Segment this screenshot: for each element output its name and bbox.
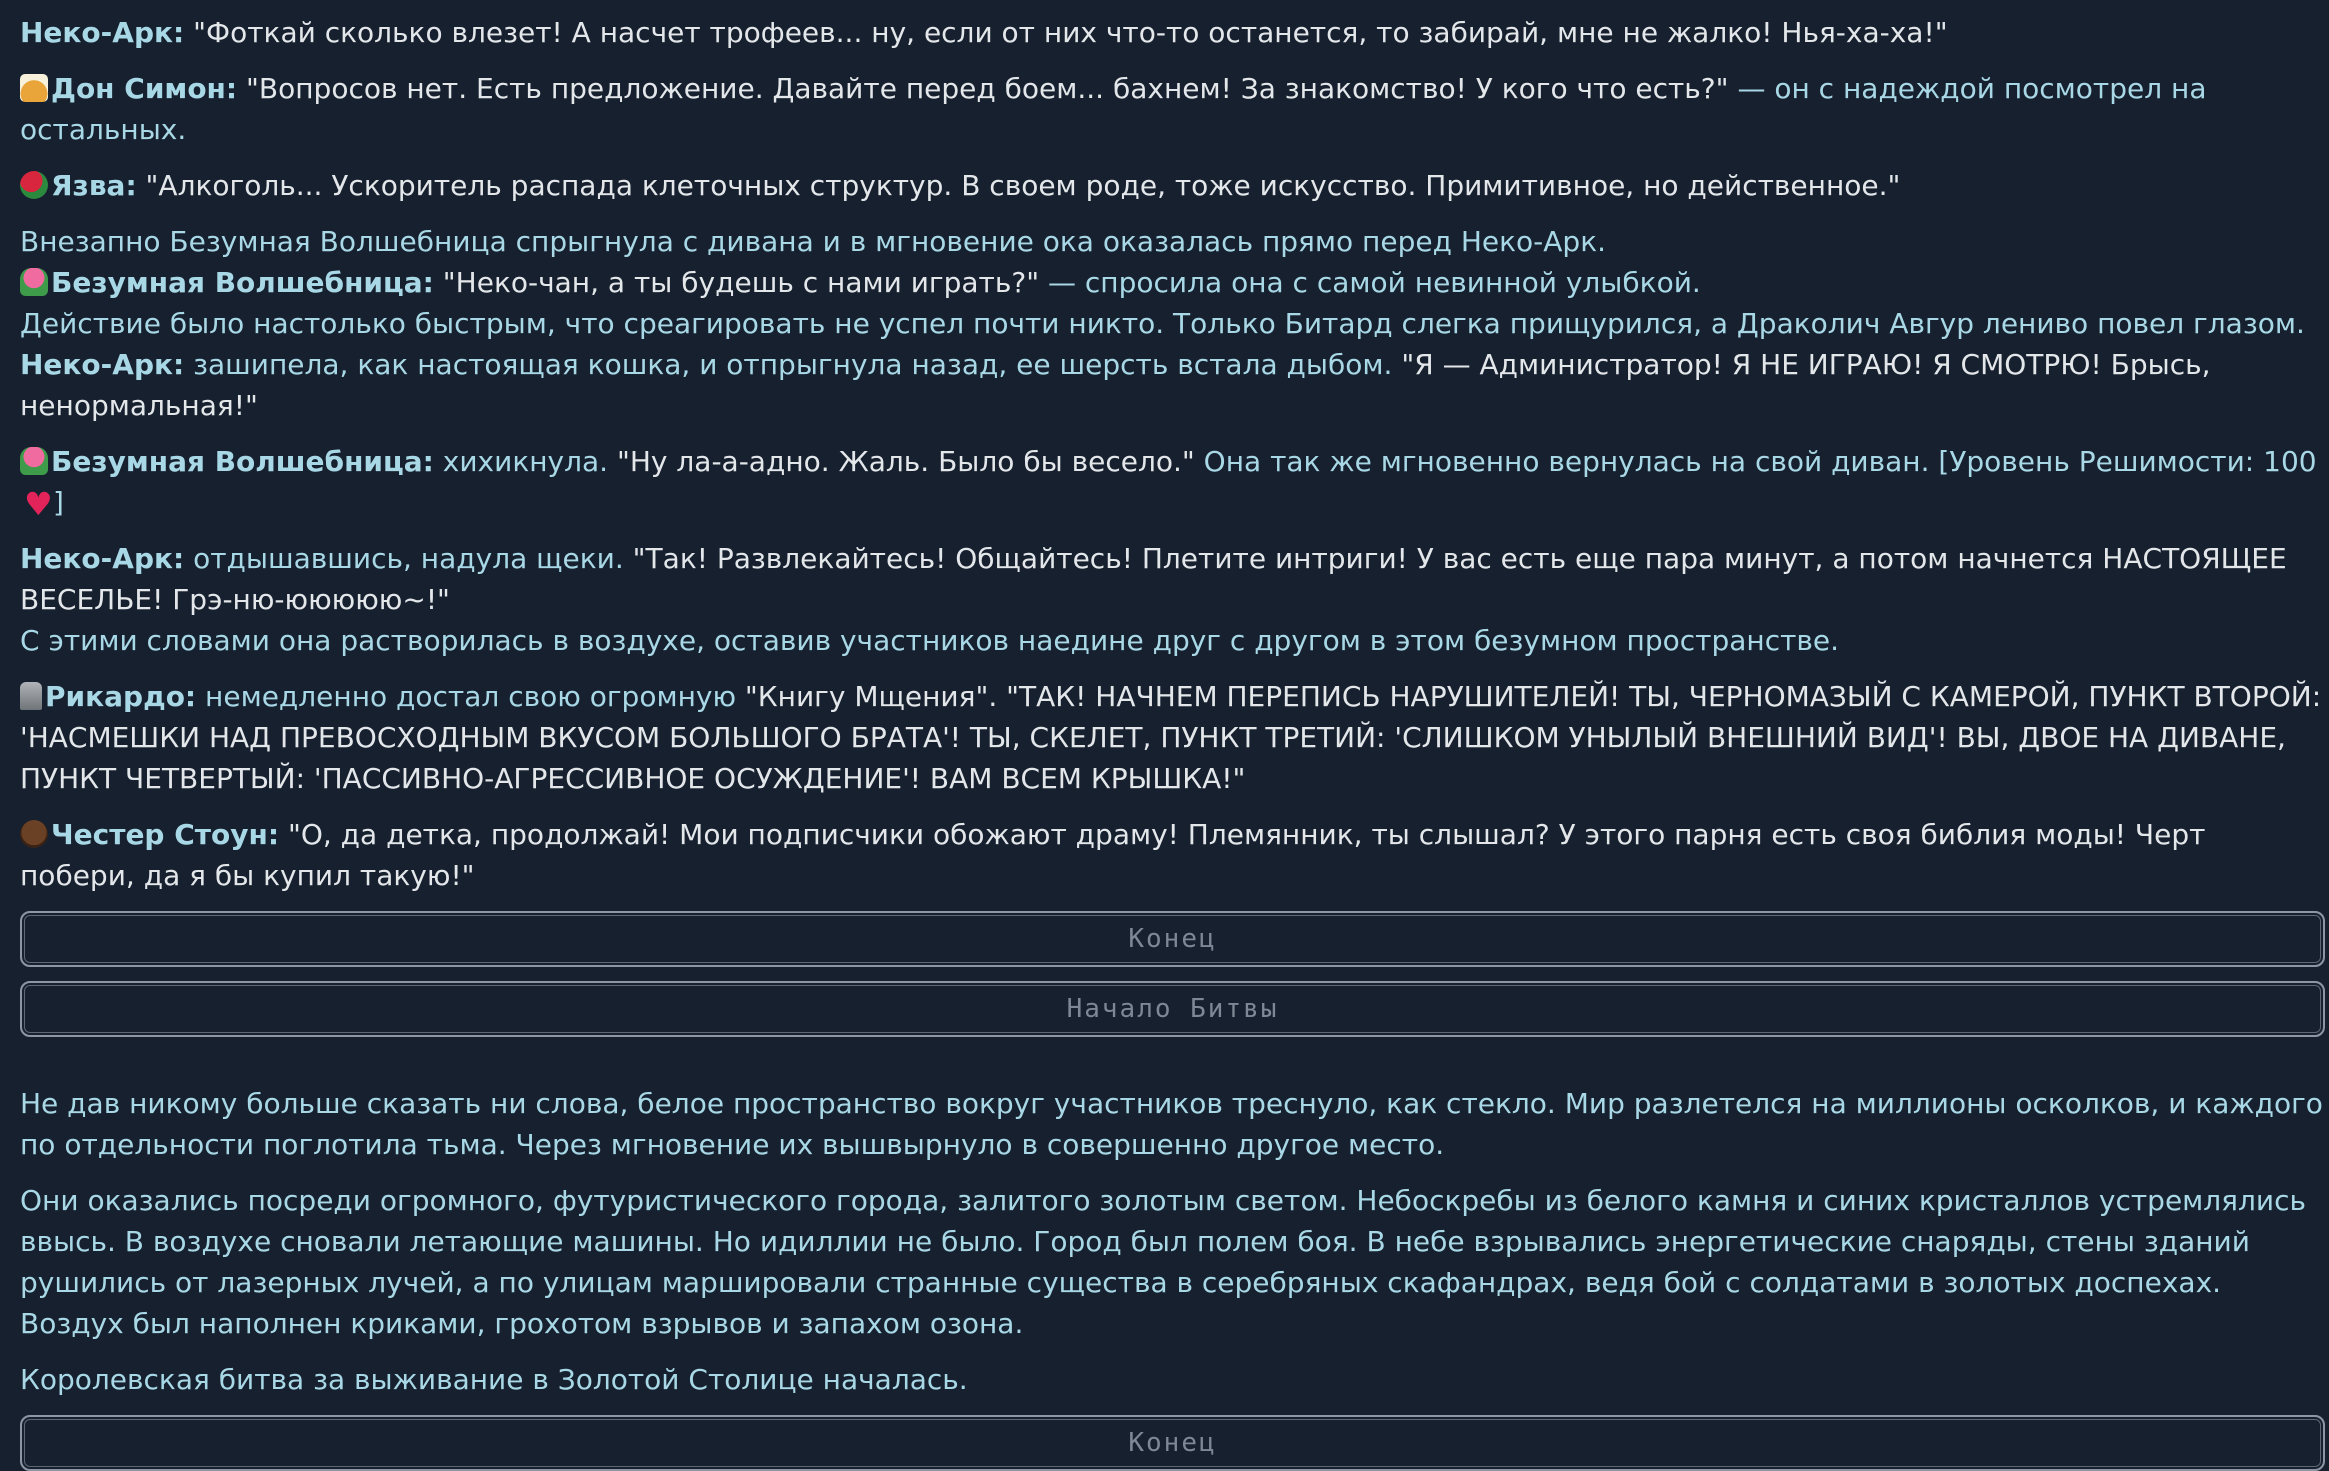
message-narration: немедленно достал свою огромную: [196, 680, 745, 713]
message-quote: "Так! Развлекайтесь! Общайтесь! Плетите интриги! У вас есть еще пара минут, а потом начнется НАСТОЯЩЕЕ ВЕСЕЛЬЕ! Грэ-ню-ююююю~!": [20, 542, 2287, 616]
broken-heart-icon: [24, 492, 50, 516]
message-quote: "Я — Администратор! Я НЕ ИГРАЮ! Я СМОТРЮ! Брысь, ненормальная!": [20, 348, 2211, 422]
message-narration: — спросила она с самой невинной улыбкой.: [1039, 266, 1701, 299]
message-don-simon: [20, 68, 2325, 150]
narration-text: Королевская битва за выживание в Золотой Столице началась.: [20, 1363, 968, 1396]
message-quote: "Ну ла-а-адно. Жаль. Было бы весело.": [616, 445, 1195, 478]
moai-icon: [20, 682, 42, 710]
end-button-2[interactable]: Конец: [20, 1415, 2325, 1471]
message-quote: "Неко-чан, а ты будешь с нами играть?": [442, 266, 1040, 299]
speaker-name: Рикардо:: [45, 680, 197, 713]
message-narration: — он с надеждой посмотрел на остальных.: [20, 72, 2207, 146]
message-narration: отдышавшись, надула щеки.: [184, 542, 633, 575]
battle-start-button[interactable]: Начало Битвы: [20, 981, 2325, 1037]
message-quote: "Книгу Мщения". "ТАК! НАЧНЕМ ПЕРЕПИСЬ НАРУШИТЕЛЕЙ! ТЫ, ЧЕРНОМАЗЫЙ С КАМЕРОЙ, ПУНКТ ВТОРОЙ: 'НАСМЕШКИ НАД ПРЕВОСХОДНЫМ ВКУСОМ БОЛЬШОГО БРАТА'! ТЫ, СКЕЛЕТ, ПУНКТ ТРЕТИЙ: 'СЛИШКОМ УНЫЛЫЙ ВНЕШНИЙ ВИД'! ВЫ, ДВОЕ НА ДИВАНЕ, ПУНКТ ЧЕТВЕРТЫЙ: 'ПАССИВНО-АГРЕССИВНОЕ ОСУЖДЕНИЕ'! ВАМ ВСЕМ КРЫШКА!": [20, 680, 2322, 795]
message-narration: Она так же мгновенно вернулась на свой диван. [Уровень Решимости: 100: [1194, 445, 2317, 478]
end-button[interactable]: Конец: [20, 911, 2325, 967]
message-yazva: [20, 165, 2325, 206]
narration-block: [20, 221, 2325, 426]
message-ricardo: [20, 676, 2325, 799]
face-icon: [20, 820, 48, 848]
narration-text: Внезапно Безумная Волшебница спрыгнула с дивана и в мгновение ока оказалась прямо перед Неко-Арк.: [20, 225, 1607, 258]
speaker-name: Безумная Волшебница:: [51, 266, 434, 299]
narration-block-3: [20, 1180, 2325, 1344]
beer-icon: [20, 74, 48, 102]
rose-icon: [20, 171, 48, 199]
chat-log: [20, 12, 2325, 1471]
message-quote: "Алкоголь... Ускоритель распада клеточных структур. В своем роде, тоже искусство. Примитивное, но действенное.": [145, 169, 1901, 202]
narration-text: Не дав никому больше сказать ни слова, белое пространство вокруг участников треснуло, как стекло. Мир разлетелся на миллионы осколков, и каждого по отдельности поглотила тьма. Через мгновение их вышвырнуло в совершенно другое место.: [20, 1087, 2323, 1161]
narration-block-4: [20, 1359, 2325, 1400]
speaker-name: Неко-Арк:: [20, 542, 185, 575]
message-mad-mage: [20, 441, 2325, 523]
speaker-name: Язва:: [51, 169, 137, 202]
tulip-icon: [20, 447, 48, 475]
message-narration-end: ]: [53, 486, 64, 519]
speaker-name: Дон Симон:: [51, 72, 238, 105]
narration-text: Они оказались посреди огромного, футуристического города, залитого золотым светом. Небоскребы из белого камня и синих кристаллов устремлялись ввысь. В воздухе сновали летающие машины. Но идиллии не было. Город был полем боя. В небе взрывались энергетические снаряды, стены зданий рушились от лазерных лучей, а по улицам маршировали странные существа в серебряных скафандрах, ведя бой с солдатами в золотых доспехах. Воздух был наполнен криками, грохотом взрывов и запахом озона.: [20, 1184, 2307, 1340]
speaker-name: Безумная Волшебница:: [51, 445, 434, 478]
message-narration: хихикнула.: [433, 445, 617, 478]
message-quote: "Фоткай сколько влезет! А насчет трофеев... ну, если от них что-то останется, то забирай, мне не жалко! Нья-ха-ха!": [193, 16, 1948, 49]
narration-text: Действие было настолько быстрым, что среагировать не успел почти никто. Только Битард слегка прищурился, а Драколич Авгур лениво повел глазом.: [20, 307, 2305, 340]
message-quote: "О, да детка, продолжай! Мои подписчики обожают драму! Племянник, ты слышал? У этого парня есть своя библия моды! Черт побери, да я бы купил такую!": [20, 818, 2206, 892]
message-chester: [20, 814, 2325, 896]
message-narration: зашипела, как настоящая кошка, и отпрыгнула назад, ее шерсть встала дыбом.: [184, 348, 1402, 381]
message-neko-ark: [20, 12, 2325, 53]
narration-text: С этими словами она растворилась в воздухе, оставив участников наедине друг с другом в этом безумном пространстве.: [20, 624, 1840, 657]
speaker-name: Неко-Арк:: [20, 348, 185, 381]
narration-block-2: [20, 1083, 2325, 1165]
message-neko-ark-3: [20, 538, 2325, 661]
message-quote: "Вопросов нет. Есть предложение. Давайте перед боем... бахнем! За знакомство! У кого что есть?": [246, 72, 1729, 105]
speaker-name: Честер Стоун:: [51, 818, 280, 851]
speaker-name: Неко-Арк:: [20, 16, 185, 49]
tulip-icon: [20, 268, 48, 296]
